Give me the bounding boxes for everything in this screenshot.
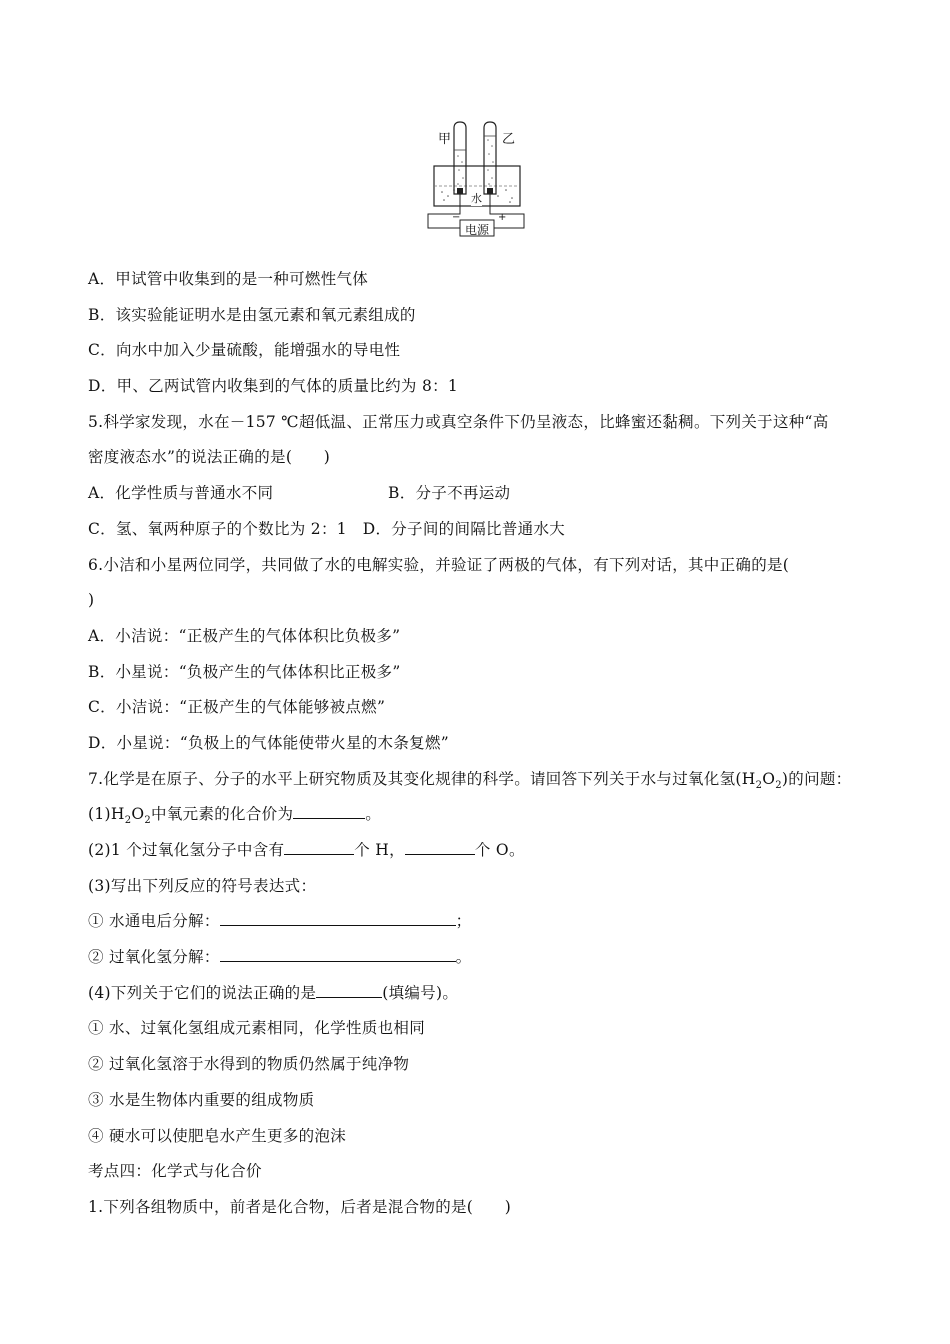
question-1-stem: 1.下列各组物质中，前者是化合物，后者是混合物的是( ) — [88, 1197, 512, 1216]
answer-blank-peroxide-decomposition[interactable] — [220, 943, 456, 962]
question-7-part3-1: ① 水通电后分解： ； — [88, 904, 888, 940]
question-6-stem-cont: ) — [88, 591, 95, 610]
answer-blank-water-electrolysis[interactable] — [220, 907, 456, 926]
option-5a: A．化学性质与普通水不同 — [88, 484, 274, 503]
power-label: 电源 — [465, 223, 490, 237]
section-heading: 考点四：化学式与化合价 — [88, 1162, 262, 1181]
question-7-part4: (4)下列关于它们的说法正确的是 (填编号)。 — [88, 976, 888, 1012]
question-5-stem: 5.科学家发现，水在－157 ℃超低温、正常压力或真空条件下仍呈液态，比蜂蜜还黏稠。下列关于这种“高 — [88, 412, 829, 431]
question-text — [88, 262, 888, 1226]
option-6c: C．小洁说：“正极产生的气体能够被点燃” — [88, 698, 386, 717]
tube-label-yi: 乙 — [502, 132, 516, 147]
tube-label-jia: 甲 — [438, 132, 452, 147]
answer-blank-h-count[interactable] — [284, 836, 354, 855]
answer-blank-choice[interactable] — [316, 979, 382, 998]
option-4c: C．向水中加入少量硫酸，能增强水的导电性 — [88, 341, 401, 360]
statement-4: ④ 硬水可以使肥皂水产生更多的泡沫 — [88, 1126, 347, 1145]
question-5-stem-cont: 密度液态水”的说法正确的是( ) — [88, 448, 331, 467]
option-4a: A．甲试管中收集到的是一种可燃性气体 — [88, 270, 369, 288]
plus-label: + — [498, 212, 507, 223]
option-6b: B．小星说：“负极产生的气体体积比正极多” — [88, 662, 401, 681]
statement-3: ③ 水是生物体内重要的组成物质 — [88, 1090, 315, 1109]
question-7-part2: (2)1 个过氧化氢分子中含有 个 H， 个 O。 — [88, 833, 888, 869]
option-5-row1 — [88, 476, 888, 512]
answer-blank-o-count[interactable] — [405, 836, 475, 855]
water-label: 水 — [471, 192, 482, 205]
electrolysis-diagram — [424, 120, 528, 240]
option-6a: A．小洁说：“正极产生的气体体积比负极多” — [88, 626, 401, 645]
option-4b: B．该实验能证明水是由氢元素和氧元素组成的 — [88, 305, 416, 324]
option-6d: D．小星说：“负极上的气体能使带火星的木条复燃” — [88, 733, 449, 752]
question-7-part1: $(1)H_2O_2$中氧元素的化合价为 。 — [88, 797, 888, 833]
question-7-part3: (3)写出下列反应的符号表达式： — [88, 876, 317, 895]
minus-label: − — [452, 212, 461, 223]
question-7-part3-2: ② 过氧化氢分解： 。 — [88, 940, 888, 976]
option-5b: B．分子不再运动 — [388, 484, 511, 503]
question-6-stem: 6.小洁和小星两位同学，共同做了水的电解实验，并验证了两极的气体，有下列对话，其中正确的是( — [88, 555, 790, 574]
statement-1: ① 水、过氧化氢组成元素相同，化学性质也相同 — [88, 1019, 426, 1038]
question-7-stem: 7.化学是在原子、分子的水平上研究物质及其变化规律的科学。请回答下列关于水与过氧化氢$(H_2O_2)$的问题： — [88, 769, 852, 791]
option-4d: D．甲、乙两试管内收集到的气体的质量比约为 8：1 — [88, 377, 459, 396]
statement-2: ② 过氧化氢溶于水得到的物质仍然属于纯净物 — [88, 1055, 410, 1074]
option-5-row2: C．氢、氧两种原子的个数比为 2：1 D．分子间的间隔比普通水大 — [88, 519, 566, 538]
answer-blank-valence[interactable] — [293, 800, 365, 819]
